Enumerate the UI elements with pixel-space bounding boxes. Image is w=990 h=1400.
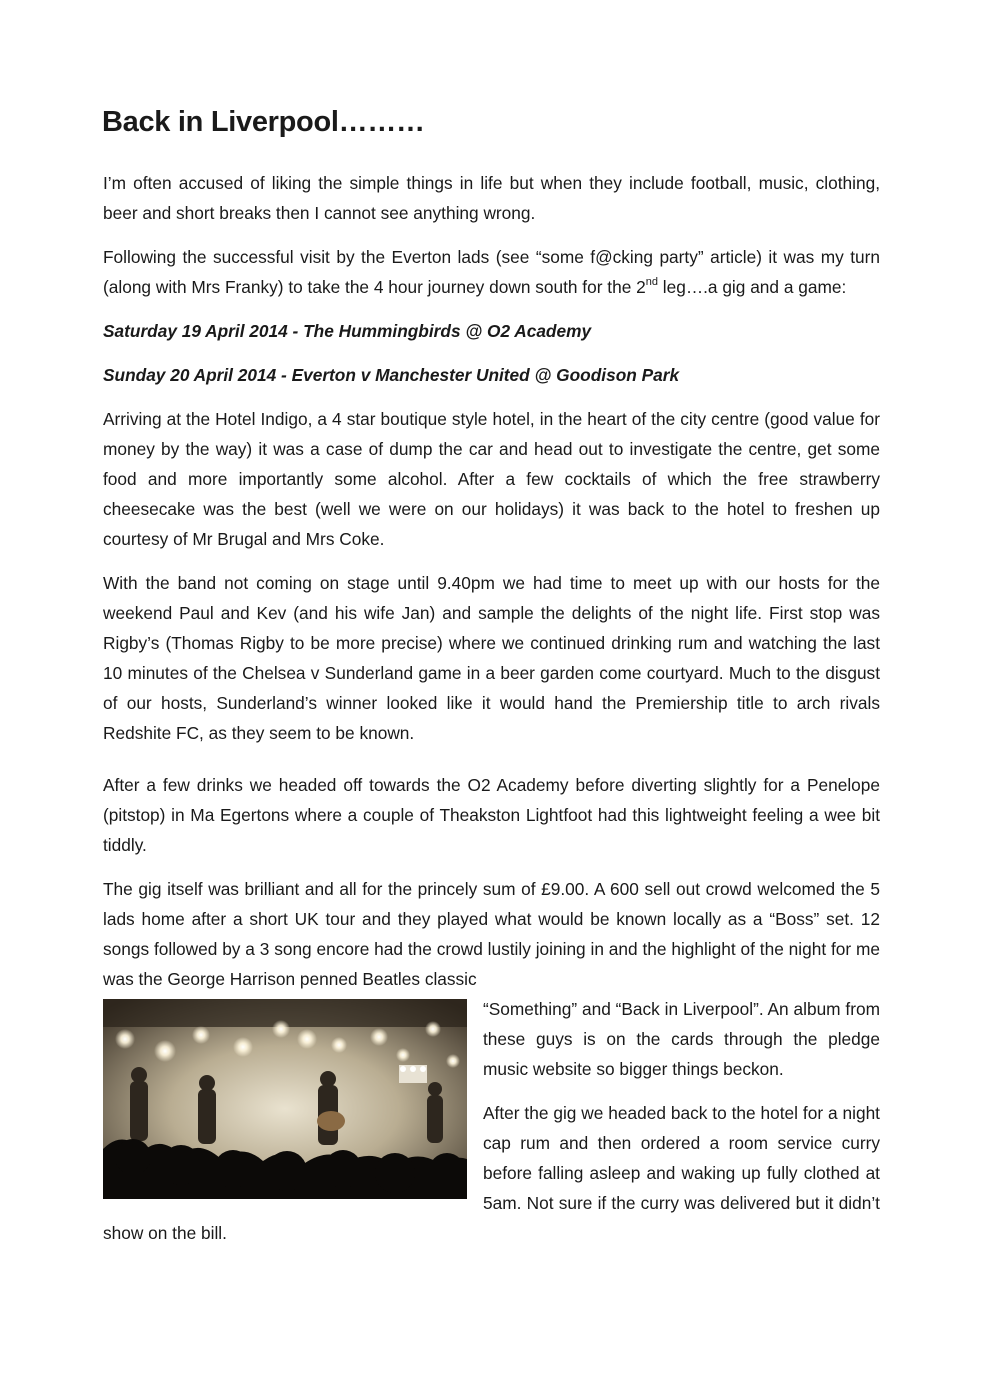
event-gig: Saturday 19 April 2014 - The Hummingbirds @ O2 Academy xyxy=(103,321,592,341)
paragraph-visit-text-b: leg….a gig and a game: xyxy=(657,277,847,297)
ordinal-suffix: nd xyxy=(645,276,658,289)
event-game: Sunday 20 April 2014 - Everton v Manchester United @ Goodison Park xyxy=(103,365,680,385)
paragraph-after-gig: After the gig we headed back to the hotel for a night cap rum and then ordered a room service curry before falling asleep and waking up fully clothed at 5am. Not sure if the curry was delivered but it didn’t show on the bill. xyxy=(103,1103,880,1243)
paragraph-gig: The gig itself was brilliant and all for the princely sum of £9.00. A 600 sell out crowd welcomed the 5 lads home after a short UK tour and they played what would be known locally as a “Boss” set. 12 songs followed by a 3 song encore had the crowd lustily joining in and the highlight of the night for me was the George Harrison penned Beatles classic xyxy=(103,879,880,989)
concert-photo-image xyxy=(103,999,467,1199)
paragraph-intro: I’m often accused of liking the simple things in life but when they include football, music, clothing, beer and short breaks then I cannot see anything wrong. xyxy=(103,173,880,223)
paragraph-night-out: With the band not coming on stage until 9.40pm we had time to meet up with our hosts for the weekend Paul and Kev (and his wife Jan) and sample the delights of the night life. First stop was Rigby’s (Thomas Rigby to be more precise) where we continued drinking rum and watching the last 10 minutes of the Chelsea v Sunderland game in a beer garden come courtyard. Much to the disgust of our hosts, Sunderland’s winner looked like it would hand the Premiership title to arch rivals Redshite FC, as they seem to be known. xyxy=(103,573,880,743)
paragraph-album: “Something” and “Back in Liverpool”. An album from these guys is on the cards through the pledge music website so bigger things beckon. xyxy=(483,999,880,1079)
paragraph-hotel: Arriving at the Hotel Indigo, a 4 star boutique style hotel, in the heart of the city centre (good value for money by the way) it was a case of dump the car and head out to investigate the centre, get some food and more importantly some alcohol. After a few cocktails of which the free strawberry cheesecake was the best (well we were on our holidays) it was back to the hotel to freshen up courtesy of Mr Brugal and Mrs Coke. xyxy=(103,409,880,549)
paragraph-visit-text-a: Following the successful visit by the Everton lads (see “some f@cking party” article) it was my turn (along with Mrs Franky) to take the 4 hour journey down south for the 2 xyxy=(103,247,880,297)
paragraph-drinks: After a few drinks we headed off towards the O2 Academy before diverting slightly for a Penelope (pitstop) in Ma Egertons where a couple of Theakston Lightfoot had this lightweight feeling a wee bit tiddly. xyxy=(103,775,880,855)
concert-photo xyxy=(103,999,467,1199)
article-title: Back in Liverpool……… xyxy=(102,106,425,138)
article-body xyxy=(103,168,880,1262)
paragraph-visit xyxy=(103,242,880,302)
